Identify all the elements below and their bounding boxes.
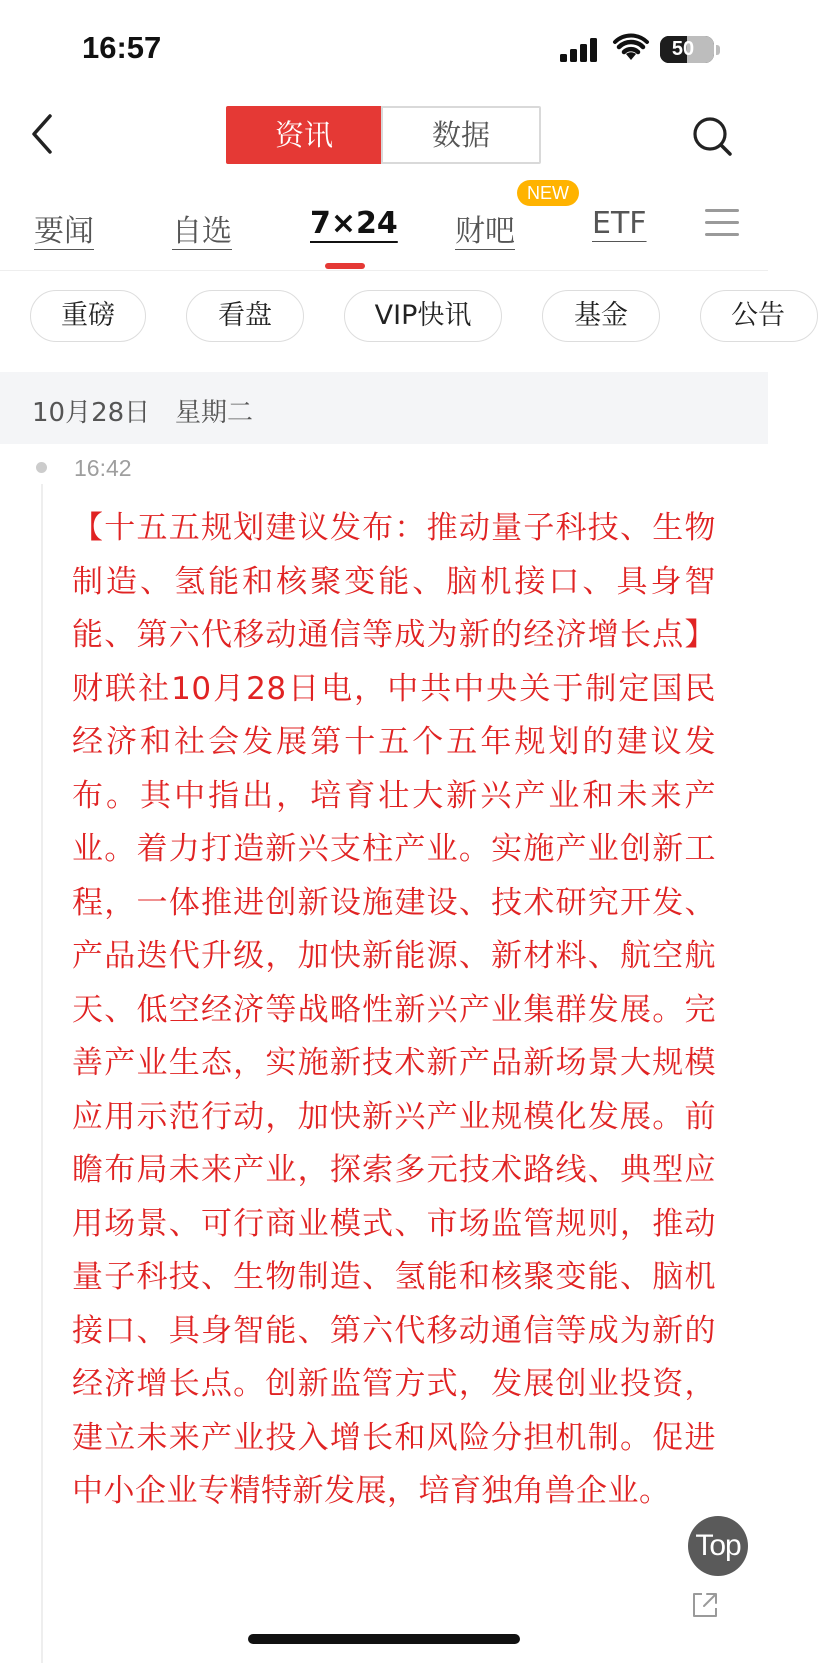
status-bar xyxy=(0,0,768,100)
chip-fund[interactable]: 基金 xyxy=(542,290,660,342)
news-body[interactable]: 【十五五规划建议发布：推动量子科技、生物制造、氢能和核聚变能、脑机接口、具身智能、第六代移动通信等成为新的经济增长点】财联社10月28日电，中共中央关于制定国民经济和社会发展第十五个五年规划的建议发布。其中指出，培育壮大新兴产业和未来产业。着力打造新兴支柱产业。实施产业创新工程，一体推进创新设施建设、技术研究开发、产品迭代升级，加快新能源、新材料、航空航天、低空经济等战略性新兴产业集群发展。完善产业生态，实施新技术新产品新场景大规模应用示范行动，加快新兴产业规模化发展。前瞻布局未来产业，探索多元技术路线、典型应用场景、可行商业模式、市场监管规则，推动量子科技、生物制造、氢能和核聚变能、脑机接口、具身智能、第六代移动通信等成为新的经济增长点。创新监管方式，发展创业投资，建立未来产业投入增长和风险分担机制。促进中小企业专精特新发展，培育独角兽企业。 xyxy=(72,510,716,1509)
weekday-label: 星期二 xyxy=(174,398,253,428)
segment-news[interactable] xyxy=(226,106,382,164)
scroll-top-button[interactable]: Top xyxy=(688,1516,748,1576)
menu-icon[interactable] xyxy=(705,207,739,239)
chip-vip-flash[interactable]: VIP快讯 xyxy=(344,290,502,342)
date-label: 10月28日 xyxy=(32,398,151,428)
timeline-dot xyxy=(36,462,47,473)
chip-major[interactable]: 重磅 xyxy=(30,290,146,342)
segment-data-label: 数据 xyxy=(431,118,490,152)
wifi-icon xyxy=(614,34,648,62)
active-tab-indicator xyxy=(325,263,365,269)
timeline-line xyxy=(41,484,43,1663)
tab-headlines[interactable]: 要闻 xyxy=(34,214,94,249)
share-icon[interactable] xyxy=(690,1590,720,1620)
status-time: 16:57 xyxy=(82,30,162,65)
segment-news-label: 资讯 xyxy=(274,118,333,152)
segment-data[interactable] xyxy=(381,106,541,164)
date-header xyxy=(0,372,768,444)
battery-icon xyxy=(660,36,714,63)
battery-nub xyxy=(716,45,720,55)
chip-market-watch[interactable]: 看盘 xyxy=(186,290,304,342)
tab-caiba[interactable]: 财吧 xyxy=(455,214,515,249)
news-time: 16:42 xyxy=(74,455,132,481)
tab-watchlist[interactable]: 自选 xyxy=(172,214,232,249)
cellular-signal-icon xyxy=(560,38,600,62)
search-icon[interactable] xyxy=(690,114,734,158)
tab-etf[interactable]: ETF xyxy=(592,206,647,241)
new-badge: NEW xyxy=(517,180,579,206)
channel-tabs xyxy=(0,186,768,271)
home-indicator xyxy=(248,1634,520,1644)
back-button[interactable] xyxy=(22,108,62,160)
chip-announcement[interactable]: 公告 xyxy=(700,290,818,342)
battery-level: 50 xyxy=(671,38,695,60)
date-line xyxy=(32,392,253,429)
filter-chips xyxy=(0,290,785,350)
tab-7x24[interactable]: 7×24 xyxy=(310,206,398,241)
